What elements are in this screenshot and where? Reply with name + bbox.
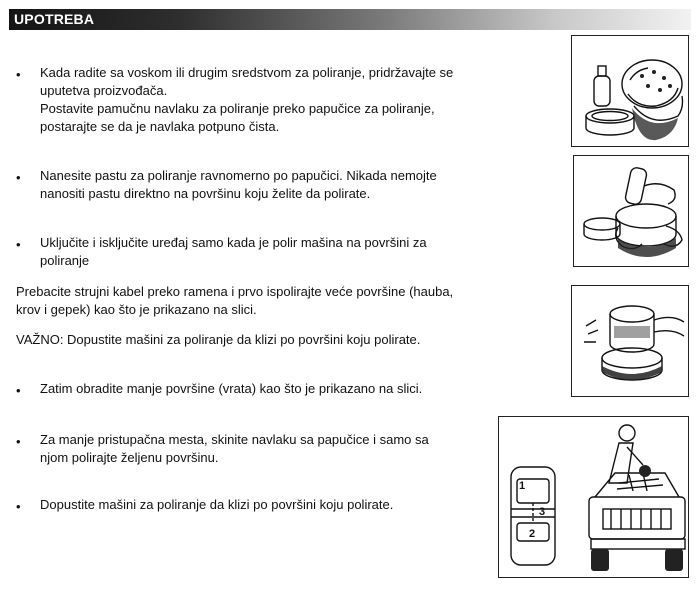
illustration-wax-and-pad: [571, 35, 689, 147]
car-zone-label: 3: [539, 506, 546, 518]
text-line: nanositi pastu direktno na površinu koju želite da polirate.: [40, 186, 371, 201]
bullet-marker: •: [16, 67, 21, 82]
text-line: VAŽNO: Dopustite mašini za poliranje da klizi po površini koju polirate.: [16, 332, 421, 347]
text-line: poliranje: [40, 253, 90, 268]
text-line: postarajte se da je navlaka potpuno čista.: [40, 119, 280, 134]
section-title: UPOTREBA: [14, 11, 95, 27]
text-line: Kada radite sa voskom ili drugim sredstvom za poliranje, pridržavajte se: [40, 65, 454, 80]
instruction-paragraph-2: [40, 167, 437, 203]
text-line: Zatim obradite manje površine (vrata) kao što je prikazano na slici.: [40, 381, 423, 396]
text-line: Postavite pamučnu navlaku za poliranje preko papučice za poliranje,: [40, 101, 435, 116]
important-note: [16, 331, 420, 349]
text-line: Prebacite strujni kabel preko ramena i prvo ispolirajte veće površine (hauba,: [16, 284, 454, 299]
text-line: krov i gepek) kao što je prikazano na slici.: [16, 302, 257, 317]
instruction-paragraph-4: [40, 380, 422, 398]
instruction-paragraph-5: [40, 431, 429, 467]
section-header-bar: [9, 9, 691, 30]
car-zone-label: 1: [519, 480, 526, 492]
instruction-paragraph-plain: [16, 283, 453, 319]
illustration-polisher-on-surface: [571, 285, 689, 397]
instruction-paragraph-6: [40, 496, 393, 514]
illustration-applying-paste: [573, 155, 689, 267]
text-line: Dopustite mašini za poliranje da klizi po površini koju polirate.: [40, 497, 394, 512]
bullet-marker: •: [16, 170, 21, 185]
text-line: uputetva proizvođača.: [40, 83, 168, 98]
instruction-paragraph-3: [40, 234, 427, 270]
text-line: Uključite i isključite uređaj samo kada je polir mašina na površini za: [40, 235, 427, 250]
text-line: Nanesite pastu za poliranje ravnomerno po papučici. Nikada nemojte: [40, 168, 437, 183]
bullet-marker: •: [16, 237, 21, 252]
illustration-car-polishing: [498, 416, 689, 578]
bullet-marker: •: [16, 499, 21, 514]
text-line: njom polirajte željenu površinu.: [40, 450, 219, 465]
bullet-marker: •: [16, 434, 21, 449]
car-zone-label: 2: [529, 528, 536, 540]
bullet-marker: •: [16, 383, 21, 398]
text-line: Za manje pristupačna mesta, skinite navlaku sa papučice i samo sa: [40, 432, 429, 447]
instruction-paragraph-1: [40, 64, 453, 136]
